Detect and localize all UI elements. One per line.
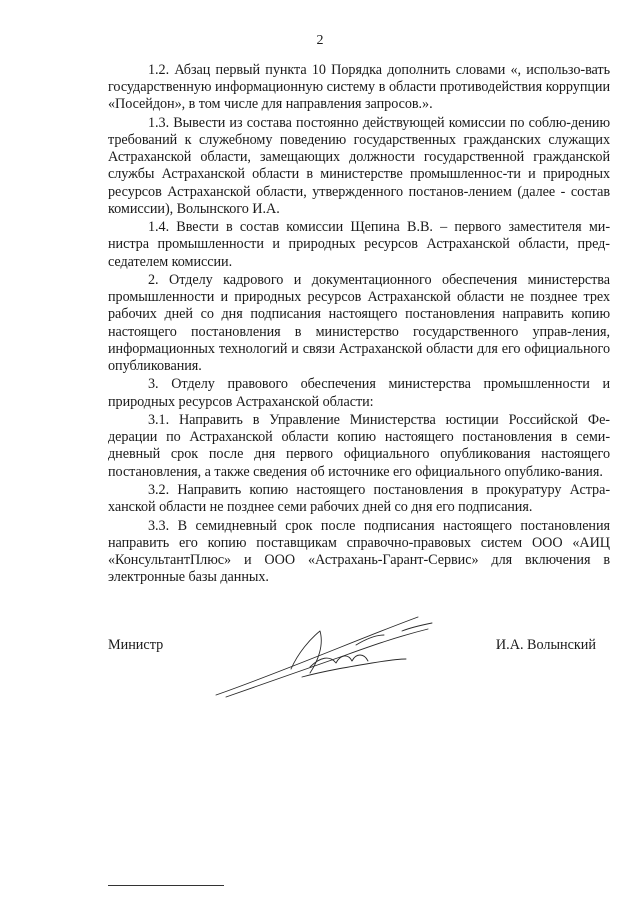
signatory-title: Министр [108,637,164,653]
page-number: 2 [316,33,324,48]
paragraph-2: 2. Отделу кадрового и документационного обеспечения министерства промышленности и природных ресурсов Астраханской области не позднее трех рабочих дней со дня подписания настоящего постановления направить копию настоящего постановления в министерство государственного управ-ления, информационных технологий и связи Астраханской области для его официального опубликования. [108,272,610,375]
paragraph-1-4: 1.4. Ввести в состав комиссии Щепина В.В. – первого заместителя ми-нистра промышленности и природных ресурсов Астраханской области, пред-седателем комиссии. [108,219,610,270]
paragraph-1-2: 1.2. Абзац первый пункта 10 Порядка дополнить словами «, использо-вать государственную информационную систему в области противодействия коррупции «Посейдон», в том числе для направления запросов.». [108,62,610,113]
paragraph-3-3: 3.3. В семидневный срок после подписания настоящего постановления направить его копию поставщикам справочно-правовых систем ООО «АИЦ «КонсультантПлюс» и ООО «Астрахань-Гарант-Сервис» для включения в электронные базы данных. [108,517,610,586]
signature-block [108,633,610,713]
signatory-name: И.А. Волынский [495,637,596,653]
document-body [108,62,610,588]
paragraph-3-2: 3.2. Направить копию настоящего постановления в прокуратуру Астра-ханской области не позднее семи рабочих дней со дня его подписания. [108,482,610,516]
paragraph-3-1: 3.1. Направить в Управление Министерства юстиции Российской Фе-дерации по Астраханской области копию настоящего постановления в семи-дневный срок после дня первого официального опубликования настоящего постановления, а также сведения об источнике его официального опублико-вания. [108,412,610,480]
paragraph-3: 3. Отделу правового обеспечения министерства промышленности и природных ресурсов Астраханской области: [108,376,610,410]
handwritten-signature [206,611,466,701]
paragraph-1-3: 1.3. Вывести из состава постоянно действующей комиссии по соблю-дению требований к служебному поведению государственных гражданских служащих Астраханской области, замещающих должности государственной гражданской службы Астраханской области в министерстве промышленнос-ти и природных ресурсов Астраханской области, утвержденного постанов-лением (далее - состав комиссии), Волынского И.А. [108,114,610,217]
footer-rule [108,885,224,886]
